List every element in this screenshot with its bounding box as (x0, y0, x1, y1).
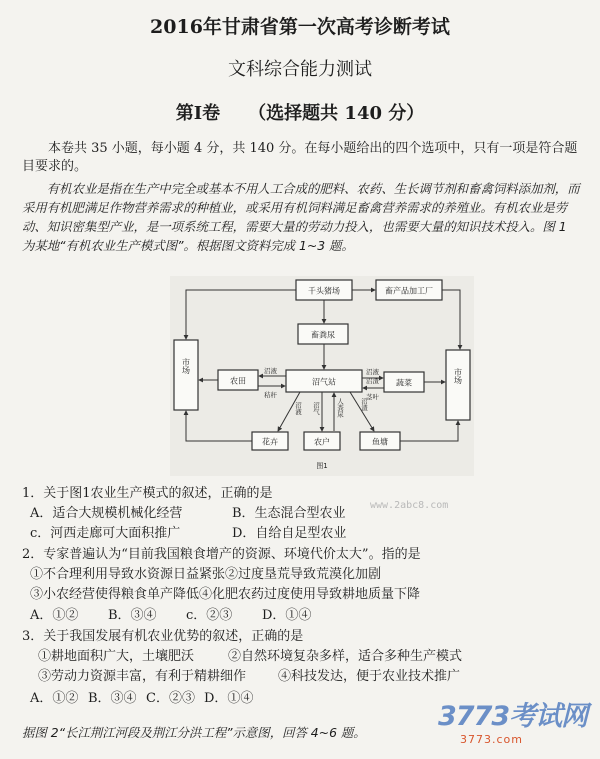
q2-option-c: c．②③ (186, 608, 233, 623)
market-right-label: 市场 (453, 368, 463, 384)
edge-gas: 沼气 (312, 402, 320, 415)
instructions: 本卷共 35 小题，每小题 4 分，共 140 分。在每小题给出的四个选项中，只有一项是符合题目要求的。 (22, 141, 578, 174)
section-subtitle: （选择题共 140 分） (248, 103, 425, 124)
q2-option-a: A．①② (30, 608, 79, 623)
farmers-label: 农户 (314, 437, 330, 447)
question-2-options (30, 607, 311, 625)
reading-passage: 有机农业是指在生产中完全或基本不用人工合成的肥料、农药、生长调节剂和畜禽饲料添加剂，而采用有机肥满足作物营养需求的种植业，或采用有机饲料满足畜禽营养需求的养殖业。有机农业是劳动、知识密集型产业，是一项系统工程，需要大量的劳动力投入，也需要大量的知识技术投入。图 1 为某地“有机农业生产模式图”。根据图文资料完成 1~3 题。 (22, 181, 580, 253)
vegetables-label: 蔬菜 (396, 378, 412, 388)
section-title (0, 99, 600, 125)
q3-statements-row-2 (38, 668, 460, 686)
q1-option-c: c．河西走廊可大面积推广 (30, 526, 181, 541)
q3-statements-row-1 (38, 648, 462, 666)
edge-residue-right: 沼渣 (366, 377, 379, 385)
manure-label: 畜粪尿 (311, 330, 335, 340)
q3-statement-4: ④科技发达，便于农业技术推广 (278, 669, 461, 684)
edge-waste: 人粪尿 (336, 398, 344, 418)
question-1-stem: 1．关于图1农业生产模式的叙述，正确的是 (22, 486, 273, 501)
farmland-label: 农田 (230, 376, 246, 386)
subject-title: 文科综合能力测试 (228, 59, 372, 80)
biogas-label: 沼气站 (312, 377, 336, 387)
edge-straw: 秸秆 (264, 391, 277, 399)
edge-residue-down: 沼渣 (360, 398, 368, 411)
processing-label: 畜产品加工厂 (385, 286, 433, 296)
q2-option-b: B．③④ (108, 608, 157, 623)
site-watermark: www.2abc8.com (370, 500, 449, 511)
node-market-left (174, 340, 198, 410)
q2-statements-1: ①不合理利用导致水资源日益紧张②过度垦荒导致荒漠化加剧 (30, 567, 382, 582)
node-market-right (446, 350, 470, 420)
figure-1-diagram (170, 276, 474, 476)
q2-statements-2: ③小农经营使得粮食单产降低④化肥农药过度使用导致耕地质量下降 (30, 587, 421, 602)
q3-statement-1: ①耕地面积广大，土壤肥沃 (38, 649, 195, 664)
logo-main-text: 3773考试网 (438, 701, 588, 732)
pig-farm-label: 千头猪场 (308, 286, 340, 296)
section-label: 第Ⅰ卷 (175, 103, 221, 124)
flowers-label: 花卉 (262, 437, 278, 447)
question-1-options-row-1 (30, 505, 346, 523)
exam-title: 2016年甘肃省第一次高考诊断考试 (150, 16, 450, 38)
q3-statement-3: ③劳动力资源丰富，有利于精耕细作 (38, 669, 247, 684)
question-3-options (30, 690, 253, 708)
q3-option-c: C．②③ (146, 691, 195, 706)
q2-option-d: D．①④ (262, 608, 312, 623)
edge-straw-right: 茎叶 (366, 393, 379, 401)
next-question-prompt: 据图 2“长江荆江河段及荆江分洪工程”示意图，回答 4~6 题。 (22, 725, 366, 740)
edge-slurry-right: 沼液 (366, 368, 379, 376)
q3-option-a: A．①② (30, 691, 79, 706)
site-logo (438, 694, 588, 756)
question-3-stem: 3．关于我国发展有机农业优势的叙述，正确的是 (22, 629, 304, 644)
q1-option-a: A．适合大规模机械化经营 (30, 506, 183, 521)
edge-slurry-left: 沼液 (264, 367, 277, 375)
question-2-stem: 2．专家普遍认为“目前我国粮食增产的资源、环境代价太大”。指的是 (22, 547, 421, 562)
market-left-label: 市场 (181, 358, 191, 374)
logo-url: 3773.com (460, 733, 523, 746)
edge-slurry-down: 沼液 (294, 402, 302, 415)
question-1-options-row-2 (30, 525, 346, 543)
figure-caption: 图1 (316, 462, 328, 470)
q1-option-d: D．自给自足型农业 (232, 526, 347, 541)
q3-statement-2: ②自然环境复杂多样，适合多种生产模式 (228, 649, 463, 664)
fishpond-label: 鱼塘 (372, 437, 388, 447)
q3-option-d: D．①④ (204, 691, 254, 706)
q1-option-b: B．生态混合型农业 (232, 506, 346, 521)
q3-option-b: B．③④ (88, 691, 137, 706)
